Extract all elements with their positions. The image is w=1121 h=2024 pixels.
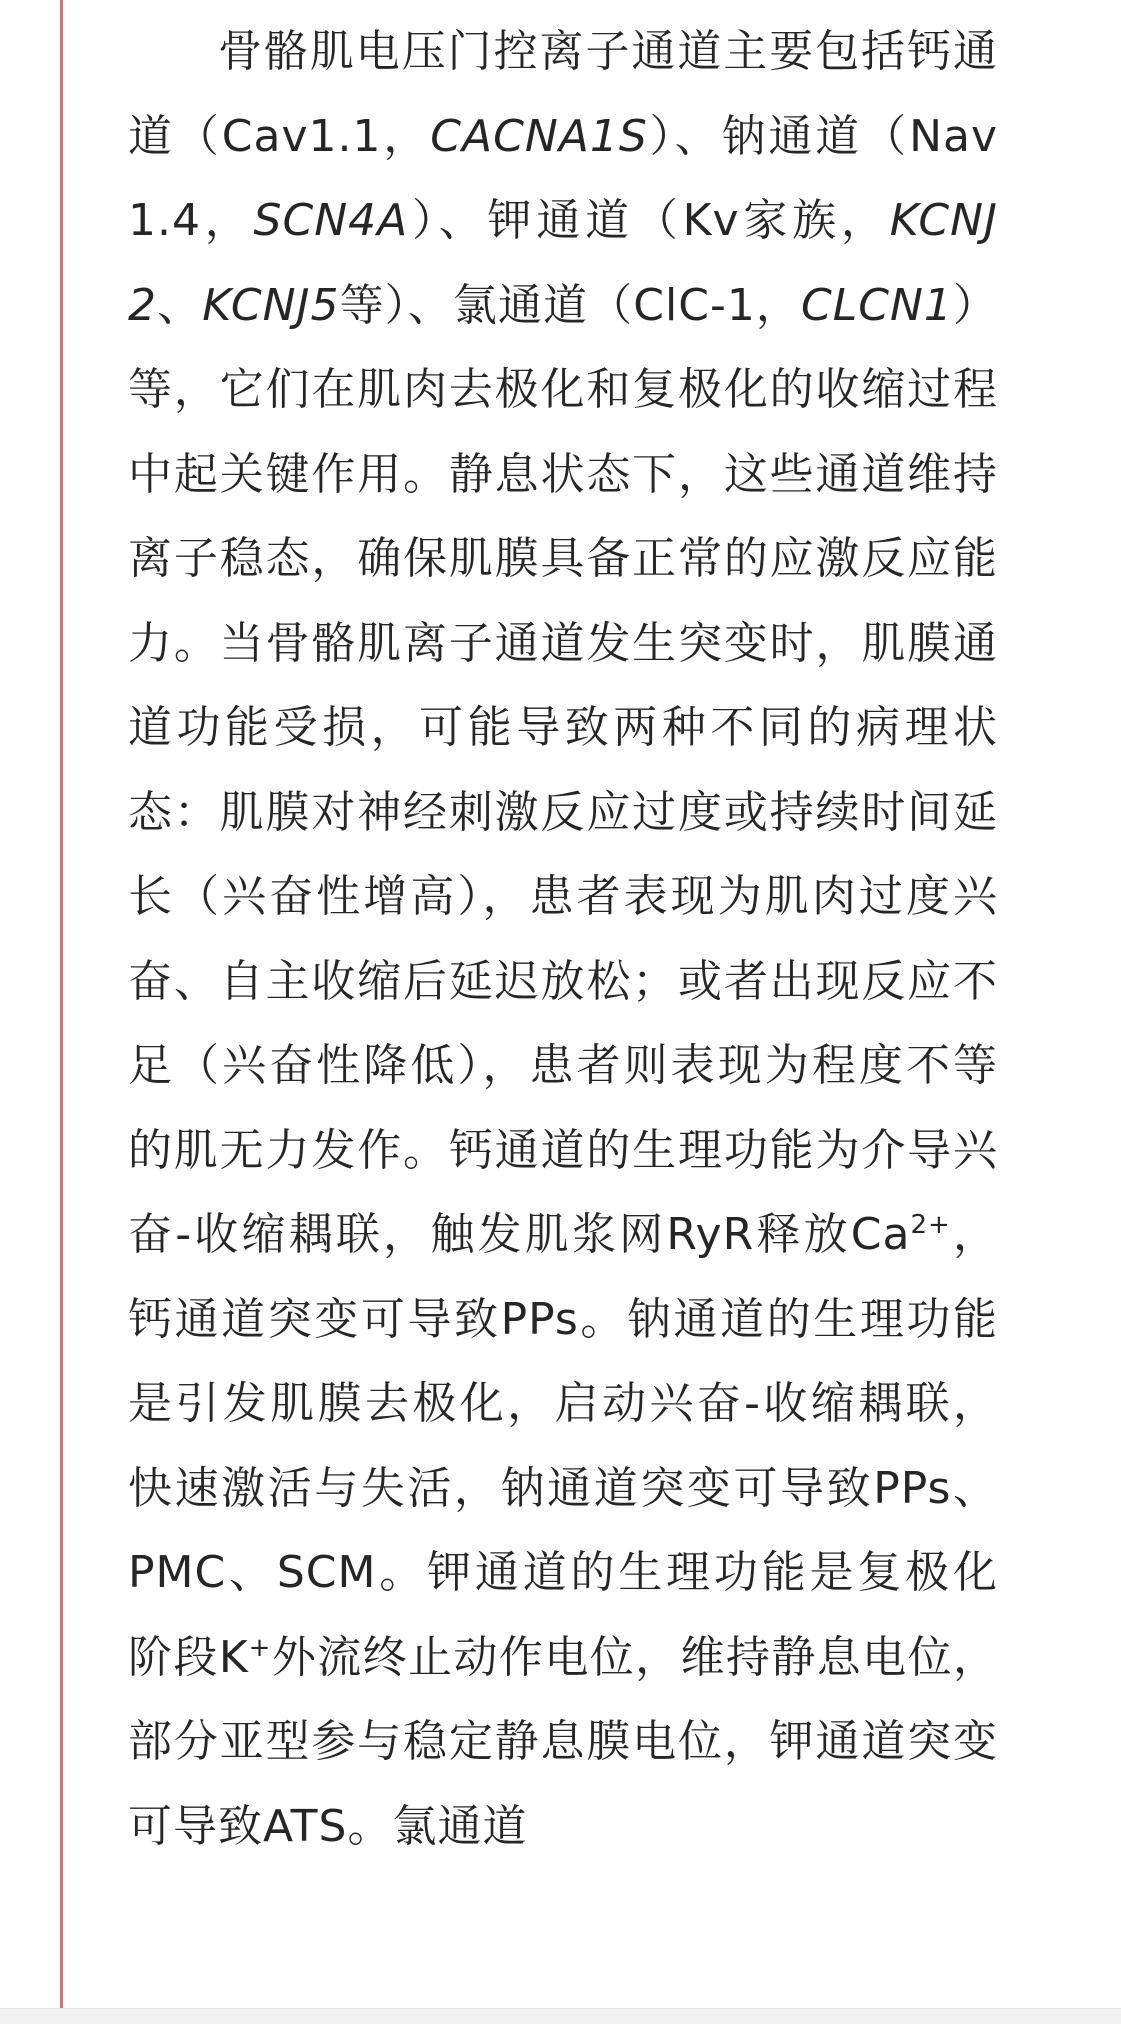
- text-segment: ）、钠通道（Nav1.4，: [128, 110, 998, 246]
- left-accent-bar: [60, 0, 63, 2008]
- text-segment: ）、钾通道（Kv家族，: [408, 195, 890, 246]
- gene-name-cacna1s: CACNA1S: [430, 110, 648, 162]
- text-segment: ）等，它们在肌肉去极化和复极化的收缩过程中起关键作用。静息状态下，这些通道维持离子稳态，确保肌膜具备正常的应激反应能力。当骨骼肌离子通道发生突变时，肌膜通道功能受损，可能导致两种不同的病理状态：肌膜对神经刺激反应过度或持续时间延长（兴奋性增高），患者表现为肌肉过度兴奋、自主收缩后延迟放松；或者出现反应不足（兴奋性降低），患者则表现为程度不等的肌无力发作。钙通道的生理功能为介导兴奋-收缩耦联，触发肌浆网RyR释放Ca: [128, 279, 999, 1260]
- gene-name-kcnj5: KCNJ5: [202, 279, 340, 331]
- gene-name-kcnj2: KCNJ2: [128, 195, 998, 331]
- text-segment: 等）、氯通道（ClC-1，: [339, 279, 802, 331]
- body-paragraph: [128, 10, 998, 1869]
- calcium-charge-superscript: 2+: [910, 1210, 951, 1240]
- text-segment: 外流终止动作电位，维持静息电位，部分亚型参与稳定静息膜电位，钾通道突变可导致ATS。氯通道: [128, 1631, 998, 1852]
- bottom-edge-strip: [0, 2008, 1121, 2024]
- gene-name-scn4a: SCN4A: [253, 195, 409, 246]
- potassium-charge-superscript: +: [248, 1632, 272, 1663]
- text-segment: ，钙通道突变可导致PPs。钠通道的生理功能是引发肌膜去极化，启动兴奋-收缩耦联，快速激活与失活，钠通道突变可导致PPs、PMC、SCM。钾通道的生理功能是复极化阶段K: [128, 1209, 999, 1683]
- text-segment: 骨骼肌电压门控离子通道主要包括钙通道（Cav1.1，: [128, 26, 998, 162]
- text-segment: 、: [157, 279, 203, 331]
- gene-name-clcn1: CLCN1: [801, 279, 953, 331]
